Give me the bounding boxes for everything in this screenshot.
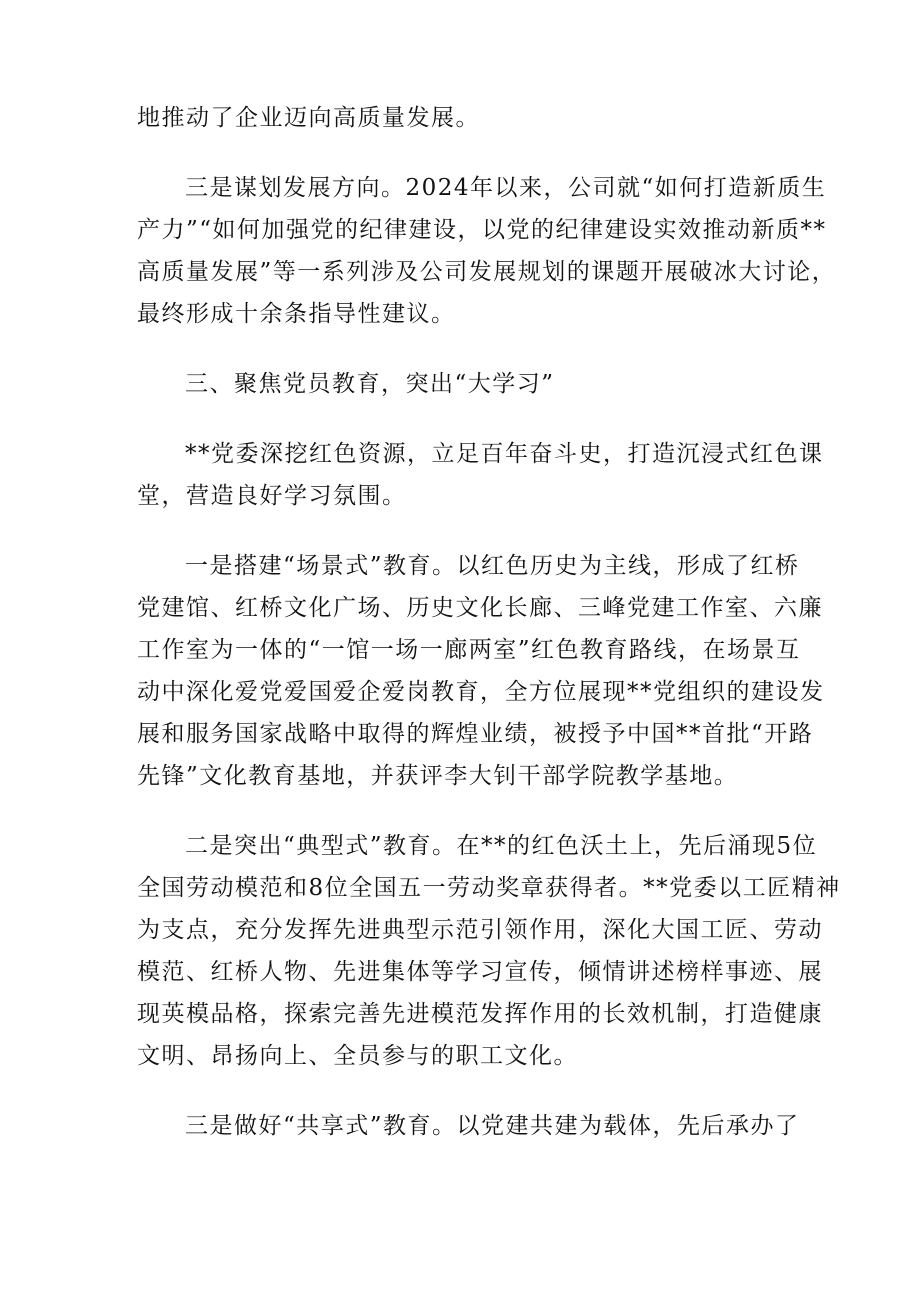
document-body	[137, 97, 841, 1175]
paragraph-intro	[137, 433, 824, 517]
text-line: 党建馆、红桥文化广场、历史文化长廊、三峰党建工作室、六廉	[137, 595, 823, 621]
text-line: 堂，营造良好学习氛围。	[137, 483, 407, 509]
paragraph-model-education	[137, 825, 841, 1077]
text-line: 一是搭建“场景式”教育。以红色历史为主线，形成了红桥	[185, 553, 800, 579]
text-line: 三是做好“共享式”教育。以党建共建为载体，先后承办了	[185, 1113, 800, 1139]
text-line: 模范、红桥人物、先进集体等学习宣传，倾情讲述榜样事迹、展	[137, 959, 823, 985]
paragraph-continuation	[137, 97, 797, 139]
text-line: 高质量发展”等一系列涉及公司发展规划的课题开展破冰大讨论，	[137, 259, 837, 285]
text-line: 现英模品格，探索完善先进模范发挥作用的长效机制，打造健康	[137, 1001, 823, 1027]
text-line: 产力”“如何加强党的纪律建设，以党的纪律建设实效推动新质**	[137, 217, 827, 243]
text-line: 三是谋划发展方向。2024年以来，公司就“如何打造新质生	[185, 175, 827, 201]
paragraph-scene-education	[137, 545, 825, 797]
paragraph-development-direction	[137, 167, 837, 335]
text-line: 地推动了企业迈向高质量发展。	[137, 105, 480, 131]
text-line: 文明、昂扬向上、全员参与的职工文化。	[137, 1043, 578, 1069]
text-line: 先锋”文化教育基地，并获评李大钊干部学院教学基地。	[137, 763, 739, 789]
text-line: 二是突出“典型式”教育。在**的红色沃土上，先后涌现5位	[185, 833, 818, 859]
section-heading	[137, 363, 797, 405]
text-line: 为支点，充分发挥先进典型示范引领作用，深化大国工匠、劳动	[137, 917, 823, 943]
text-line: 最终形成十余条指导性建议。	[137, 301, 456, 327]
text-line: 展和服务国家战略中取得的辉煌业绩，被授予中国**首批“开路	[137, 721, 814, 747]
text-line: 全国劳动模范和8位全国五一劳动奖章获得者。**党委以工匠精神	[137, 875, 841, 901]
paragraph-shared-education	[137, 1105, 800, 1147]
text-line: 动中深化爱党爱国爱企爱岗教育，全方位展现**党组织的建设发	[137, 679, 825, 705]
text-line: 工作室为一体的“一馆一场一廊两室”红色教育路线，在场景互	[137, 637, 801, 663]
heading-line: 三、聚焦党员教育，突出“大学习”	[185, 371, 555, 397]
text-line: **党委深挖红色资源，立足百年奋斗史，打造沉浸式红色课	[185, 441, 824, 467]
